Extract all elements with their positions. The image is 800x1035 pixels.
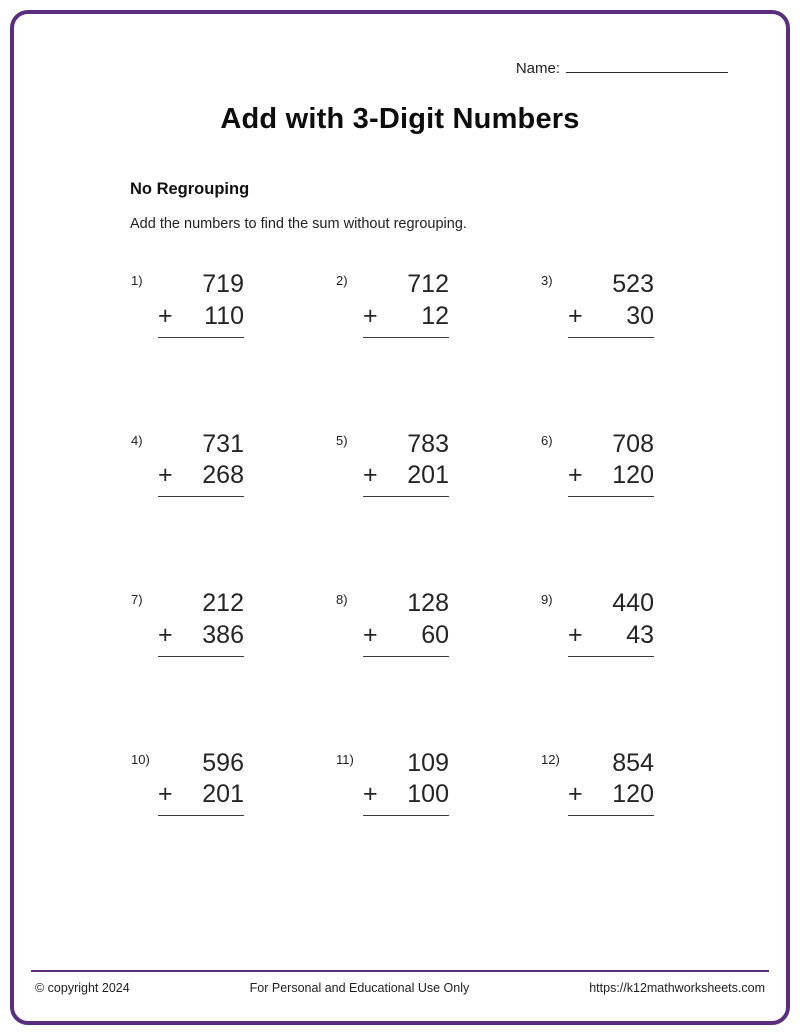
problem-7 (131, 589, 336, 657)
addend-bottom: 386 (202, 620, 244, 649)
addend-top: 712 (407, 270, 449, 298)
addend-bottom: 100 (407, 780, 449, 809)
problem-work (568, 430, 654, 498)
plus-operator: + (363, 301, 378, 330)
plus-operator: + (363, 780, 378, 809)
problem-11 (336, 749, 541, 817)
addend-bottom-row (363, 302, 449, 338)
problem-10 (131, 749, 336, 817)
addend-bottom: 120 (612, 780, 654, 809)
problem-work (158, 589, 244, 657)
addend-top: 708 (612, 429, 654, 458)
addend-top: 719 (202, 270, 244, 298)
addend-top: 854 (612, 748, 654, 777)
problem-number: 6) (541, 432, 553, 448)
problem-work (363, 270, 449, 338)
plus-operator: + (568, 301, 583, 330)
problem-number: 5) (336, 432, 348, 448)
addend-bottom-row (363, 621, 449, 657)
problem-1 (131, 270, 336, 338)
page-title: Add with 3-Digit Numbers (220, 103, 580, 135)
problem-number: 10) (131, 751, 150, 767)
addend-top: 523 (612, 270, 654, 298)
problem-work (158, 749, 244, 817)
name-line (566, 58, 728, 73)
addend-bottom-row (568, 302, 654, 338)
problem-8 (336, 589, 541, 657)
addend-bottom: 110 (204, 301, 244, 330)
problem-work (158, 430, 244, 498)
addend-bottom-row (363, 461, 449, 497)
plus-operator: + (158, 461, 173, 490)
addend-top: 109 (407, 748, 449, 777)
problem-9 (541, 589, 746, 657)
addend-top: 128 (407, 589, 449, 617)
problem-number: 7) (131, 592, 143, 607)
addend-top: 596 (202, 748, 244, 777)
plus-operator: + (363, 620, 378, 649)
plus-operator: + (158, 620, 173, 649)
addend-bottom: 120 (612, 461, 654, 490)
addend-bottom-row (568, 780, 654, 816)
problem-5 (336, 430, 541, 498)
name-label: Name: (515, 60, 560, 77)
addend-bottom-row (568, 461, 654, 497)
plus-operator: + (158, 301, 173, 330)
problem-12 (541, 749, 746, 817)
addend-top: 440 (612, 589, 654, 617)
addend-bottom-row (158, 621, 244, 657)
problem-work (158, 270, 244, 338)
section-heading: No Regrouping (130, 180, 250, 198)
problem-work (568, 589, 654, 657)
addend-top: 731 (202, 429, 244, 458)
problem-3 (541, 270, 746, 338)
addend-bottom-row (158, 780, 244, 816)
problem-number: 2) (336, 273, 348, 288)
problem-2 (336, 270, 541, 338)
instructions-text: Add the numbers to find the sum without regrouping. (130, 216, 467, 232)
addend-bottom: 268 (202, 461, 244, 490)
plus-operator: + (568, 620, 583, 649)
addend-bottom: 30 (626, 301, 654, 330)
plus-operator: + (568, 780, 583, 809)
addend-bottom: 201 (407, 461, 449, 490)
problem-4 (131, 430, 336, 498)
addend-bottom-row (158, 461, 244, 497)
addend-bottom: 43 (626, 620, 654, 649)
addend-bottom: 60 (421, 620, 449, 649)
problem-number: 12) (541, 751, 560, 767)
addend-bottom-row (568, 621, 654, 657)
problem-work (568, 270, 654, 338)
footer-copyright: © copyright 2024 (35, 981, 130, 995)
problem-number: 11) (336, 751, 354, 767)
addend-bottom: 201 (202, 780, 244, 809)
problem-work (363, 589, 449, 657)
problem-work (568, 749, 654, 817)
addend-top: 783 (407, 429, 449, 458)
footer-usage-note: For Personal and Educational Use Only (249, 981, 470, 995)
problem-number: 4) (131, 432, 143, 448)
addend-bottom: 12 (421, 301, 449, 330)
addend-bottom-row (363, 780, 449, 816)
name-row (0, 0, 800, 77)
addend-bottom-row (158, 302, 244, 338)
problem-number: 1) (131, 273, 143, 288)
problem-work (363, 749, 449, 817)
plus-operator: + (158, 780, 173, 809)
problem-work (363, 430, 449, 498)
problem-6 (541, 430, 746, 498)
plus-operator: + (363, 461, 378, 490)
plus-operator: + (568, 461, 583, 490)
problems-grid (131, 270, 800, 816)
footer (31, 970, 769, 995)
problem-number: 9) (541, 592, 553, 607)
addend-top: 212 (202, 589, 244, 617)
problem-number: 8) (336, 592, 348, 607)
problem-number: 3) (541, 273, 553, 288)
footer-website-link[interactable]: https://k12mathworksheets.com (589, 981, 765, 995)
